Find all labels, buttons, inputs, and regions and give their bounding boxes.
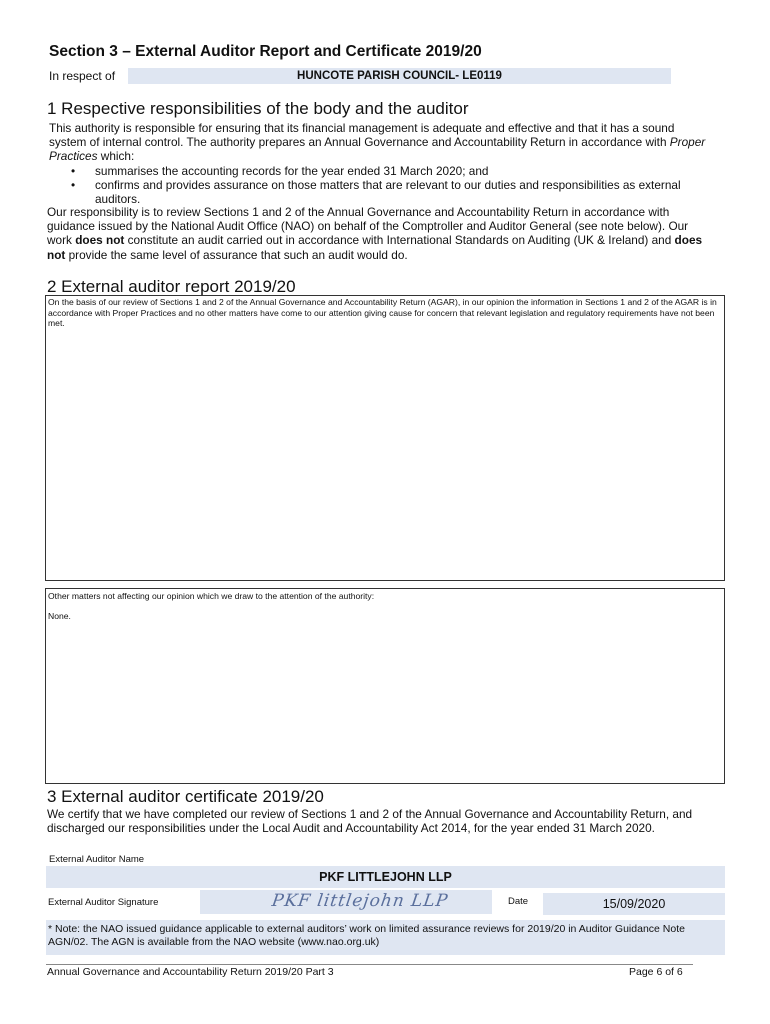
section-title: Section 3 – External Auditor Report and Certificate 2019/20 — [49, 43, 482, 60]
date-label: Date — [508, 896, 529, 907]
other-matters-value: None. — [48, 610, 71, 621]
s1-heading: 1 Respective responsibilities of the body and the auditor — [47, 99, 469, 118]
footer-title: Annual Governance and Accountability Return 2019/20 Part 3 — [47, 966, 334, 978]
external-auditor-name-label: External Auditor Name — [49, 854, 145, 865]
list-item: • summarises the accounting records for the year ended 31 March 2020; and — [95, 164, 714, 178]
list-item: • confirms and provides assurance on those matters that are relevant to our duties and responsibilities as external auditors. — [95, 178, 714, 206]
date-field: 15/09/2020 — [543, 893, 725, 915]
signature-image: PKF littlejohn LLP — [270, 891, 450, 911]
s3-heading: 3 External auditor certificate 2019/20 — [47, 787, 324, 806]
proper-practices-text: Proper Practices — [49, 135, 706, 164]
resp-text-1: Our responsibility is to review Sections 1 and 2 of the Annual Governance and Accountability Return in accordance with guidance issued by the National Audit Office (NAO) on behalf of the Comptroller and Auditor General (see note below). Our work — [47, 205, 689, 248]
other-matters-box — [45, 588, 725, 784]
signature-field — [200, 890, 492, 914]
s3-certificate-text: We certify that we have completed our review of Sections 1 and 2 of the Annual Governance and Accountability Return, and discharged our responsibilities under the Local Audit and Accountability Act 2014, for the year ended 31 March 2020. — [47, 807, 693, 836]
in-respect-of-label: In respect of — [49, 69, 116, 83]
resp-bold-1: does not — [75, 233, 125, 248]
s2-heading: 2 External auditor report 2019/20 — [47, 277, 296, 296]
s1-intro-end: which: — [97, 149, 135, 164]
s1-body — [49, 121, 714, 206]
nao-note: * Note: the NAO issued guidance applicable to external auditors’ work on limited assurance reviews for 2019/20 in Auditor Guidance Note AGN/02. The AGN is available from the NAO website (www.nao.org.uk) — [46, 920, 725, 955]
s1-responsibility — [47, 205, 715, 262]
auditor-report-text: On the basis of our review of Sections 1 and 2 of the Annual Governance and Accountability Return (AGAR), in our opinion the information in Sections 1 and 2 of the AGAR is in accordance with Proper Practices and no other matters have come to our attention giving cause for concern that relevant legislation and regulatory requirements have not been met. — [48, 297, 717, 329]
auditor-report-box — [45, 295, 725, 581]
resp-text-3: provide the same level of assurance that such an audit would do. — [65, 247, 408, 262]
resp-bold-2: does not — [47, 233, 703, 262]
external-auditor-name-field: PKF LITTLEJOHN LLP — [46, 866, 725, 888]
footer-divider — [46, 964, 693, 965]
s1-intro — [49, 121, 714, 164]
page-number: Page 6 of 6 — [629, 966, 683, 978]
signature-label: External Auditor Signature — [48, 897, 159, 908]
resp-text-2: constitute an audit carried out in accordance with International Standards on Auditing (UK & Ireland) and — [124, 233, 675, 248]
other-matters-label: Other matters not affecting our opinion which we draw to the attention of the authority: — [48, 591, 375, 601]
authority-name-field: HUNCOTE PARISH COUNCIL- LE0119 — [128, 68, 671, 84]
s1-intro-text: This authority is responsible for ensuring that its financial management is adequate and effective and that it has a sound system of internal control. The authority prepares an Annual Governance and Accountability Return in accordance with — [49, 121, 675, 150]
s1-bullet-list — [49, 164, 714, 207]
